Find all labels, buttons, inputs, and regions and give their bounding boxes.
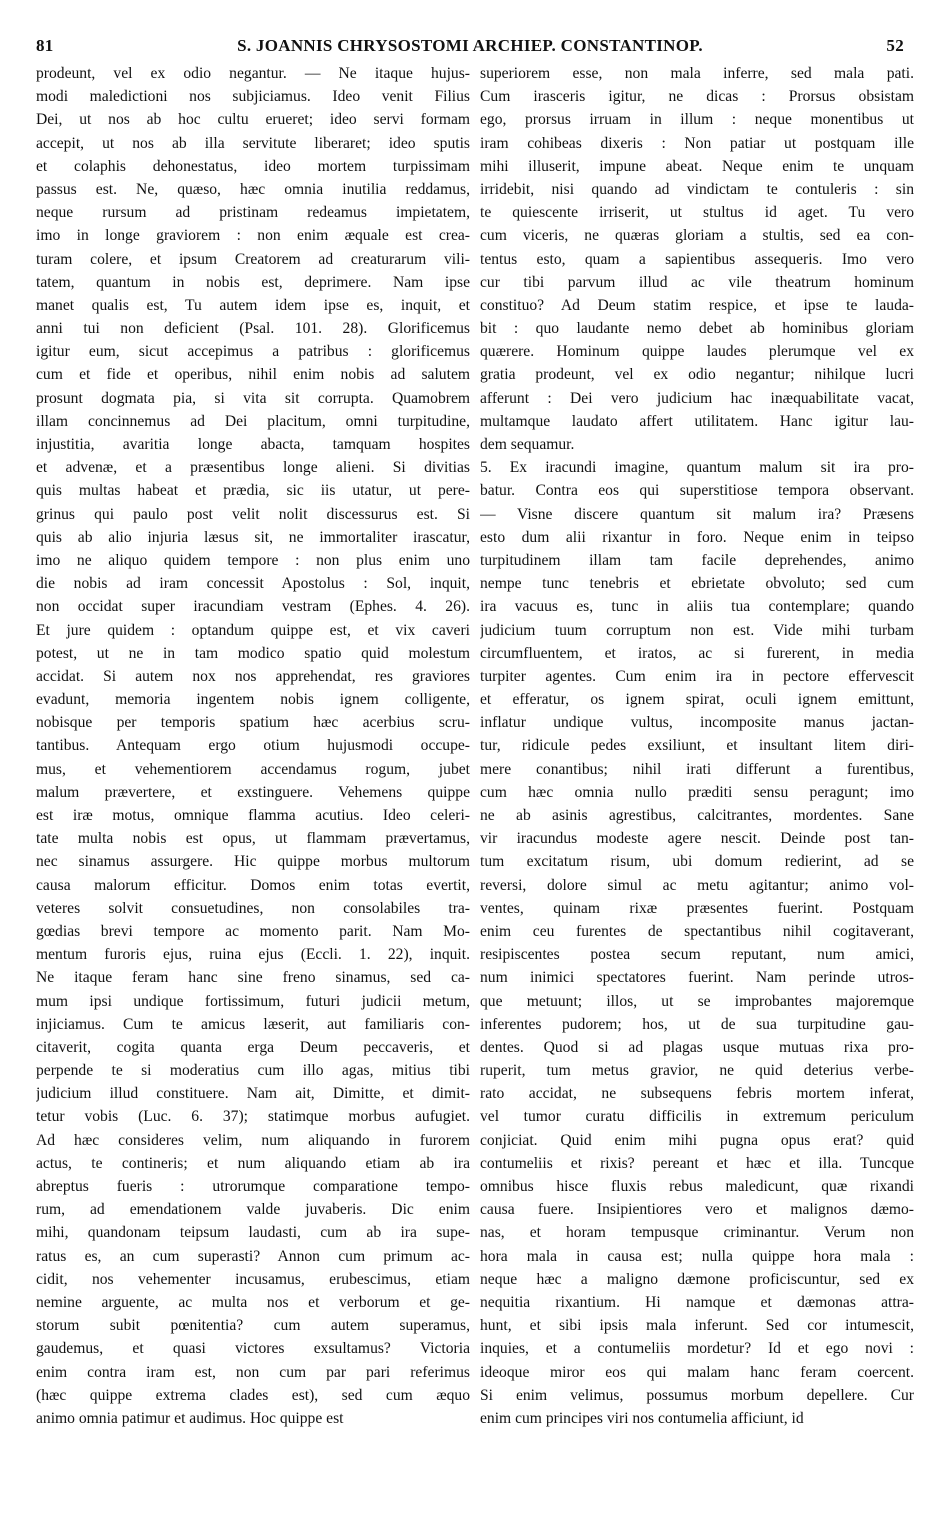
- text-line: citaverit, cogita quanta erga Deum peccaveris, et: [36, 1038, 470, 1056]
- text-line: cidit, nos vehementer incusamus, erubescimus, etiam: [36, 1270, 470, 1288]
- text-line: turpiter agentes. Cum enim ira in pectore effervescit: [480, 667, 914, 685]
- text-line: accepit, ut nos ab illa servitute liberaret; ideo sputis: [36, 134, 470, 152]
- text-line: cur tibi parvum illud ac vile theatrum hominum: [480, 273, 914, 291]
- text-line: cum hæc omnia nullo præditi sensu peragunt; imo: [480, 783, 914, 801]
- text-line: superiorem esse, non mala inferre, sed mala pati.: [480, 65, 914, 82]
- left-text-column: [36, 62, 470, 1430]
- text-line: ne ab asinis agrestibus, calcitrantes, mordentes. Sane: [480, 807, 914, 824]
- text-line: que metuunt; illos, ut se improbantes majoremque: [480, 992, 914, 1010]
- text-line: non occidat super iracundiam vestram (Ephes. 4. 26).: [36, 598, 470, 616]
- text-line: hora mala in causa est; nulla quippe hora mala :: [480, 1247, 914, 1265]
- text-line: bit : quo laudante nemo debet ab hominibus gloriam: [480, 320, 914, 338]
- text-line: et colaphis dehonestatus, ideo mortem turpissimam: [36, 157, 470, 175]
- text-line: tur, ridicule pedes exsiliunt, et insultant litem diri-: [480, 737, 914, 755]
- text-line: te quiescente irriserit, ut stultus id aget. Tu vero: [480, 204, 914, 222]
- text-line: nequitia rixantium. Hi namque et dæmonas attra-: [480, 1293, 914, 1311]
- text-line: nec sinamus assurgere. Hic quippe morbus multorum: [36, 853, 470, 871]
- text-line: inferentes pudorem; hos, ut de sua turpitudine gau-: [480, 1015, 914, 1033]
- text-line: malum prævertere, et exstinguere. Vehemens quippe: [36, 783, 470, 801]
- text-line: causa malorum efficitur. Domos enim totas evertit,: [36, 876, 470, 894]
- text-line: tantibus. Antequam ergo otium hujusmodi occupe-: [36, 737, 470, 755]
- text-line: quærere. Hominum quippe laudes plerumque vel ex: [480, 343, 914, 361]
- text-line: prosunt dogmata pia, si vita sit corrupta. Quamobrem: [36, 389, 470, 407]
- text-line: circumfluentem, et iratos, ac si furerent, in media: [480, 644, 914, 662]
- text-line: iram cohibeas dixeris : Non patiar ut postquam ille: [480, 134, 914, 152]
- text-line: animo omnia patimur et audimus. Hoc quippe est: [36, 1409, 344, 1427]
- text-line: esto dum alii rixantur in foro. Neque enim in teipso: [480, 528, 914, 546]
- running-title: S. JOANNIS CHRYSOSTOMI ARCHIEP. CONSTANTINOP.: [237, 36, 703, 55]
- text-line: mum ipsi undique fortissimum, futuri judicii metum,: [36, 992, 470, 1010]
- text-line: modi maledictioni nos subjiciamus. Ideo venit Filius: [36, 88, 470, 106]
- text-line: ruperit, tum metus gravior, ne quid deterius verbe-: [480, 1062, 914, 1080]
- text-line: Dei, ut nos ab hoc cultu erueret; ideo servi formam: [36, 111, 470, 129]
- text-line: injustitia, avaritia longe abacta, tamquam hospites: [36, 436, 470, 453]
- text-line: hunt, et sibi ipsis mala inferunt. Sed cor intumescit,: [480, 1317, 914, 1335]
- text-line: judicium illud constituere. Nam ait, Dimitte, et dimit-: [36, 1085, 470, 1103]
- text-line: Cum irasceris igitur, ne dicas : Prorsus obsistam: [480, 88, 914, 106]
- text-line: gœdias brevi tempore ac momento parit. Nam Mo-: [36, 922, 470, 940]
- text-line: accidat. Si autem nox nos apprehendat, res graviores: [36, 667, 470, 685]
- text-line: actus, te contineris; et num aliquando etiam ab ira: [36, 1154, 470, 1172]
- text-line: potest, ut ne in tam modico spatio quid molestum: [36, 644, 470, 662]
- text-line: veteres solvit consuetudines, non consolabiles tra-: [36, 899, 470, 917]
- text-line: anni tui non deficient (Psal. 101. 28). Glorificemus: [36, 320, 470, 338]
- text-line: turpitudinem illam tam facile deprehendes, animo: [480, 551, 914, 569]
- text-line: rato accidat, ne subsequens febris mortem inferat,: [480, 1085, 914, 1103]
- text-line: inquies, et a contumeliis mordetur? Id et ego novi :: [480, 1340, 914, 1358]
- text-line: turam colere, et ipsum Creatorem ad creaturarum vili-: [36, 250, 470, 268]
- text-line: est iræ motus, omnique flamma acutius. Ideo celeri-: [36, 807, 470, 824]
- text-line: Si enim velimus, possumus morbum depellere. Cur: [480, 1386, 914, 1404]
- text-line: batur. Contra eos qui superstitiose tempora observant.: [480, 482, 914, 500]
- text-line: dentes. Quod si ad plagas usque mutuas rixa pro-: [480, 1038, 914, 1056]
- text-line: passus est. Ne, quæso, hæc omnia inutilia reddamus,: [36, 180, 470, 198]
- text-line: enim ceu furentes de spectantibus nihil cogitaverant,: [480, 922, 914, 940]
- text-line: imo in longe graviorem : non enim æquale est crea-: [36, 227, 470, 245]
- text-line: causa fuere. Insipientiores vero et malignos dæmo-: [480, 1201, 914, 1219]
- text-line: grinus qui paulo post velit nolit discessurus est. Si: [36, 505, 470, 523]
- text-line: — Visne discere quantum sit malum ira? Præsens: [480, 505, 914, 523]
- text-line: multamque laudato affert utilitatem. Hanc igitur lau-: [480, 412, 914, 430]
- text-line: neque rursum ad pristinam redeamus impietatem,: [36, 204, 470, 222]
- text-line: Ne itaque feram hanc sine freno sinamus, sed ca-: [36, 969, 470, 987]
- text-line: constituo? Ad Deum statim respice, et ipse te lauda-: [480, 296, 914, 314]
- text-line: cum et fide et operibus, nihil enim nobis ad salutem: [36, 366, 470, 384]
- text-line: perpende te si moderatius cum illo agas, mitius tibi: [36, 1062, 470, 1080]
- text-line: enim contra iram est, non cum par pari referimus: [36, 1363, 470, 1381]
- text-line: abreptus fueris : utrorumque comparatione tempo-: [36, 1178, 470, 1195]
- text-line: rum, ad emendationem valde juvaberis. Dic enim: [36, 1201, 470, 1219]
- text-line: tentus esto, quam a sapientibus assequeris. Imo vero: [480, 250, 914, 268]
- text-line: et advenæ, et a præsentibus longe alieni. Si divitias: [36, 459, 470, 477]
- text-line: evadunt, memoria ingentem nobis ignem colligente,: [36, 691, 470, 709]
- text-line: illam concinnemus ad Dei placitum, omni turpitudine,: [36, 412, 470, 430]
- page-number-left: 81: [36, 36, 54, 55]
- text-line: injiciamus. Cum te amicus læserit, aut familiaris con-: [36, 1015, 470, 1033]
- text-line: tum excitatum risum, ubi domum redierint, ad se: [480, 853, 914, 871]
- text-line: resipiscentes postea secum reputant, num amici,: [480, 946, 914, 964]
- text-line: conjiciat. Quid enim mihi pugna opus erat? quid: [480, 1131, 914, 1149]
- text-line: gaudemus, et quasi victores exsultamus? Victoria: [36, 1340, 470, 1358]
- text-line: enim cum principes viri nos contumelia afficiunt, id: [480, 1409, 804, 1427]
- text-line: ego, prorsus irruam in illum : neque monentibus ut: [480, 111, 914, 129]
- text-line: et efferatur, os ignem spirat, oculi ignem emittunt,: [480, 691, 914, 709]
- text-line: ratus es, an cum superasti? Annon cum primum ac-: [36, 1247, 470, 1265]
- text-line: imo ne aliquo quidem tempore : non plus enim uno: [36, 551, 470, 569]
- text-line: vel tumor curatu difficilis in extremum periculum: [480, 1108, 914, 1126]
- page-number-right: 52: [886, 36, 904, 55]
- text-line: storum subit pœnitentia? cum autem superamus,: [36, 1317, 470, 1335]
- text-line: 5. Ex iracundi imagine, quantum malum sit ira pro-: [480, 459, 914, 477]
- text-line: cum viceris, ne quæras gloriam a stultis, sed ea con-: [480, 227, 914, 245]
- text-line: num inimici spectatores fuerint. Nam perinde utros-: [480, 969, 914, 987]
- running-header: [36, 36, 904, 58]
- text-line: ideoque miror eos qui malam hanc feram coercent.: [480, 1363, 914, 1381]
- text-line: gratia prodeunt, vel ex odio negantur; nihilque lucri: [480, 366, 914, 384]
- text-line: mihi illuserit, impune abeat. Neque enim te unquam: [480, 157, 914, 175]
- text-line: dem sequamur.: [480, 436, 575, 453]
- text-line: nobisque per temporis spatium hæc acerbius scru-: [36, 714, 470, 732]
- text-line: ventes, quinam rixæ præsentes fuerint. Postquam: [480, 899, 914, 917]
- text-line: nempe tunc tenebris et ebrietate obvoluto; sed cum: [480, 575, 914, 593]
- text-line: mihi, quandonam teipsum laudasti, cum ab ira supe-: [36, 1224, 470, 1242]
- text-line: neque hæc a maligno dæmone proficiscuntur, sed ex: [480, 1270, 914, 1288]
- text-line: judicium tuum corruptum non est. Vide mihi turbam: [480, 621, 914, 639]
- text-line: tate multa nobis est opus, ut flammam prævertamus,: [36, 830, 470, 848]
- text-line: tetur vobis (Luc. 6. 37); statimque morbus aufugiet.: [36, 1108, 470, 1126]
- text-line: afferunt : Dei vero judicium hac inæquabilitate vacat,: [480, 389, 914, 407]
- text-line: quis ab alio injuria læsus sit, ne immortaliter irascatur,: [36, 528, 470, 546]
- text-line: contumeliis et rixis? pereant et hæc et illa. Tuncque: [480, 1154, 914, 1172]
- text-line: igitur eum, sicut accepimus a patribus : glorificemus: [36, 343, 470, 361]
- text-line: (hæc quippe extrema clades est), sed cum æquo: [36, 1386, 470, 1404]
- text-line: manet qualis est, Tu autem idem ipse es, inquit, et: [36, 296, 470, 314]
- text-line: prodeunt, vel ex odio negantur. — Ne itaque hujus-: [36, 65, 470, 82]
- text-line: tatem, quantum in nobis est, deprimere. Nam ipse: [36, 273, 470, 291]
- text-line: irridebit, nisi quando ad vindictam te contuleris : sin: [480, 180, 914, 198]
- text-line: reversi, dolore simul ac metu agitantur; animo vol-: [480, 876, 914, 894]
- text-line: omnibus hisce fluxis rebus maledicunt, quæ rixandi: [480, 1178, 914, 1195]
- text-line: Et jure quidem : optandum quippe est, et vix caveri: [36, 621, 470, 639]
- text-line: ira vacuus es, tunc in aliis tua contemplare; quando: [480, 598, 914, 616]
- text-line: Ad hæc consideres velim, num aliquando in furorem: [36, 1131, 470, 1149]
- text-line: inflatur undique vultus, incomposite manus jactan-: [480, 714, 914, 732]
- text-line: mus, et vehementiorem accendamus rogum, jubet: [36, 760, 470, 778]
- text-line: nemine arguente, ac multa nos et verborum et ge-: [36, 1293, 470, 1311]
- text-line: vir iracundus modeste agere nescit. Deinde post tan-: [480, 830, 914, 848]
- text-line: mentum furoris ejus, ruina ejus (Eccli. 1. 22), inquit.: [36, 946, 470, 964]
- text-line: nas, et horam tempusque criminantur. Verum non: [480, 1224, 914, 1242]
- text-line: mere conantibus; nihil irati differunt a furentibus,: [480, 760, 914, 778]
- right-text-column: [480, 62, 914, 1430]
- text-line: die nobis ad iram concessit Apostolus : Sol, inquit,: [36, 575, 470, 593]
- text-line: quis multas habeat et prædia, sic iis utatur, ut pere-: [36, 482, 470, 500]
